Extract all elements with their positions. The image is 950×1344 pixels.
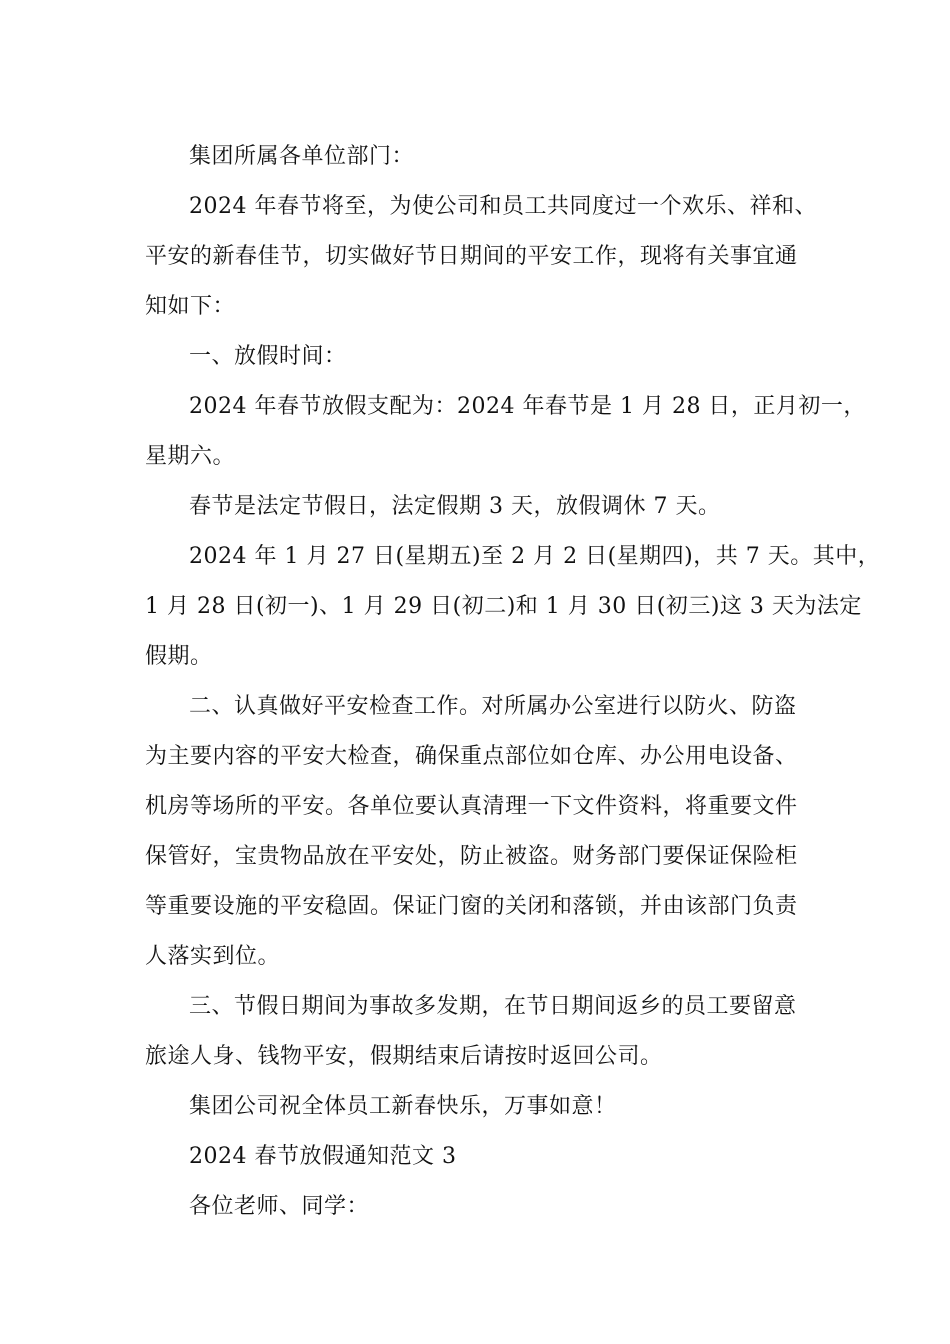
intro-line-1: 2024 年春节将至，为使公司和员工共同度过一个欢乐、祥和、 xyxy=(189,194,817,219)
date-range-line-1: 2024 年 1 月 27 日(星期五)至 2 月 2 日(星期四)，共 7 天。其中， xyxy=(189,544,881,569)
intro-line-2: 平安的新春佳节，切实做好节日期间的平安工作，现将有关事宜通 xyxy=(145,244,798,269)
safety-line-5: 等重要设施的平安稳固。保证门窗的关闭和落锁，并由该部门负责 xyxy=(145,894,798,919)
sample-title-line: 2024 春节放假通知范文 3 xyxy=(189,1144,457,1169)
safety-line-4: 保管好，宝贵物品放在平安处，防止被盗。财务部门要保证保险柜 xyxy=(145,844,798,869)
safety-line-3: 机房等场所的平安。各单位要认真清理一下文件资料，将重要文件 xyxy=(145,794,798,819)
date-range-line-3: 假期。 xyxy=(145,644,213,669)
travel-line-1: 三、节假日期间为事故多发期，在节日期间返乡的员工要留意 xyxy=(189,994,797,1019)
travel-line-2: 旅途人身、钱物平安，假期结束后请按时返回公司。 xyxy=(145,1044,663,1069)
greeting-line: 集团公司祝全体员工新春快乐，万事如意！ xyxy=(189,1094,617,1119)
holiday-rule-line: 春节是法定节假日，法定假期 3 天，放假调休 7 天。 xyxy=(189,494,721,519)
salutation-line: 集团所属各单位部门： xyxy=(189,144,415,169)
recipient-line: 各位老师、同学： xyxy=(189,1194,370,1219)
schedule-line-1: 2024 年春节放假支配为：2024 年春节是 1 月 28 日，正月初一， xyxy=(189,394,866,419)
safety-line-2: 为主要内容的平安大检查，确保重点部位如仓库、办公用电设备、 xyxy=(145,744,798,769)
date-range-line-2: 1 月 28 日(初一)、1 月 29 日(初二)和 1 月 30 日(初三)这 3 天为法定 xyxy=(145,594,862,619)
safety-line-1: 二、认真做好平安检查工作。对所属办公室进行以防火、防盗 xyxy=(189,694,797,719)
schedule-line-2: 星期六。 xyxy=(145,444,236,469)
safety-line-6: 人落实到位。 xyxy=(145,944,281,969)
section-heading-1: 一、放假时间： xyxy=(189,344,347,369)
intro-line-3: 知如下： xyxy=(145,294,236,319)
